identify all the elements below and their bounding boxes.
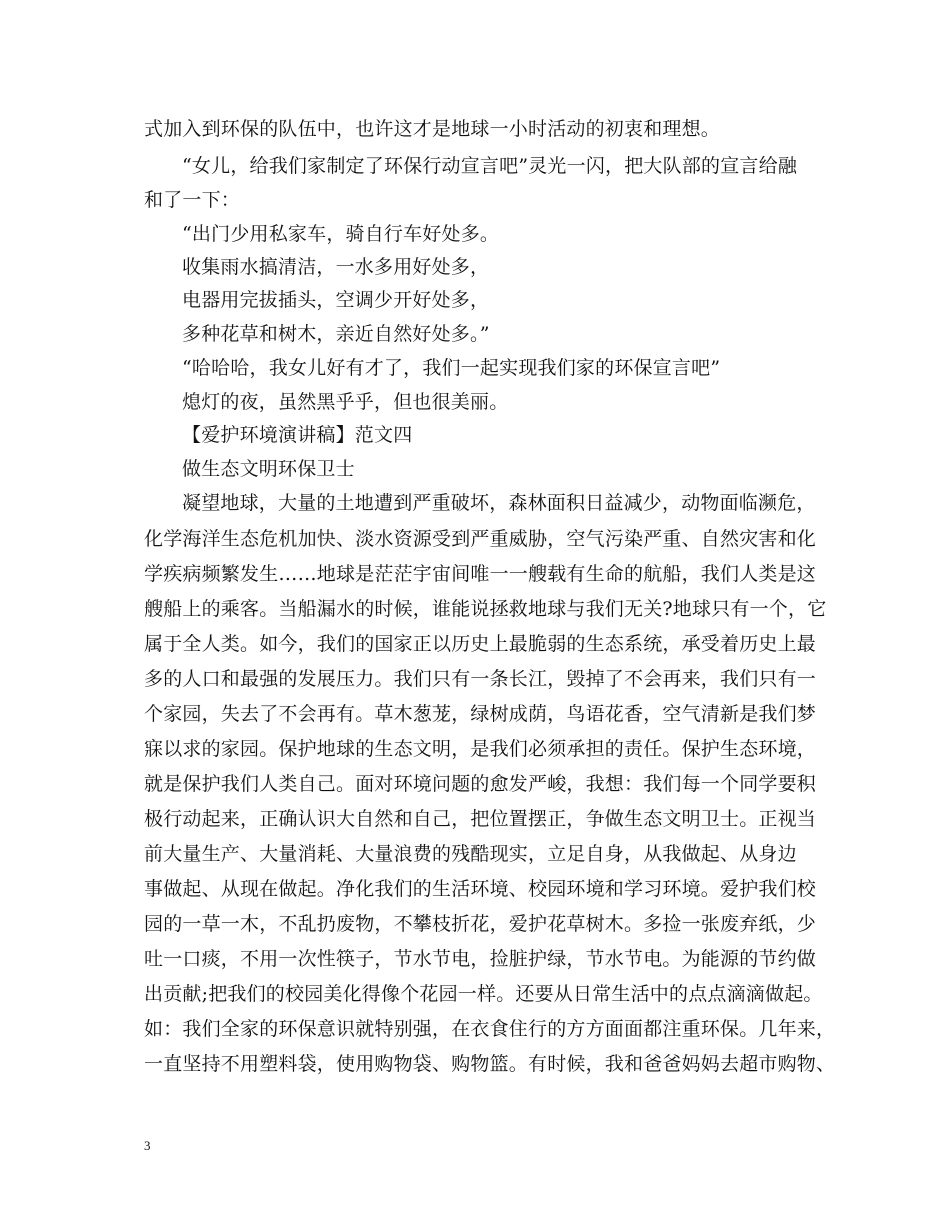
- text-line: 多种花草和树木，亲近自然好处多。”: [182, 323, 490, 345]
- text-line: 属于全人类。如今，我们的国家正以历史上最脆弱的生态系统，承受着历史上最: [144, 633, 817, 655]
- section-heading: 【爱护环境演讲稿】范文四: [182, 424, 413, 446]
- page-number: 3: [144, 1138, 151, 1153]
- text-line: 极行动起来，正确认识大自然和自己，把位置摆正，争做生态文明卫士。正视当: [144, 808, 817, 830]
- text-line: 电器用完拔插头，空调少开好处多，: [182, 289, 490, 311]
- text-line: 和了一下：: [144, 189, 241, 211]
- text-line: 学疾病频繁发生……地球是茫茫宇宙间唯一一艘载有生命的航船，我们人类是这: [144, 563, 817, 585]
- text-line: 就是保护我们人类自己。面对环境问题的愈发严峻，我想：我们每一个同学要积: [144, 773, 817, 795]
- text-line: 艘船上的乘客。当船漏水的时候，谁能说拯救地球与我们无关?地球只有一个，它: [144, 598, 827, 620]
- text-line: 如：我们全家的环保意识就特别强，在衣食住行的方方面面都注重环保。几年来，: [144, 1018, 836, 1040]
- text-line: 事做起、从现在做起。净化我们的生活环境、校园环境和学习环境。爱护我们校: [144, 878, 817, 900]
- text-line: “出门少用私家车，骑自行车好处多。: [182, 223, 500, 245]
- text-line: 熄灯的夜，虽然黑乎乎，但也很美丽。: [182, 391, 509, 413]
- text-line: 式加入到环保的队伍中，也许这才是地球一小时活动的初衷和理想。: [144, 118, 721, 140]
- text-line: “女儿，给我们家制定了环保行动宣言吧”灵光一闪，把大队部的宣言给融: [182, 155, 798, 177]
- text-line: 出贡献;把我们的校园美化得像个花园一样。还要从日常生活中的点点滴滴做起。: [144, 983, 823, 1005]
- text-line: 园的一草一木，不乱扔废物，不攀枝折花，爱护花草树木。多捡一张废弃纸，少: [144, 913, 817, 935]
- text-line: 多的人口和最强的发展压力。我们只有一条长江，毁掉了不会再来，我们只有一: [144, 668, 817, 690]
- text-line: 化学海洋生态危机加快、淡水资源受到严重威胁，空气污染严重、自然灾害和化: [144, 528, 817, 550]
- text-line: 吐一口痰，不用一次性筷子，节水节电，捡脏护绿，节水节电。为能源的节约做: [144, 948, 817, 970]
- text-line: 凝望地球，大量的土地遭到严重破坏，森林面积日益减少，动物面临濒危，: [182, 492, 816, 514]
- text-line: 前大量生产、大量消耗、大量浪费的残酷现实，立足自身，从我做起、从身边: [144, 843, 797, 865]
- text-line: 一直坚持不用塑料袋，使用购物袋、购物篮。有时候，我和爸爸妈妈去超市购物、: [144, 1053, 836, 1075]
- text-line: 收集雨水搞清洁，一水多用好处多，: [182, 256, 490, 278]
- text-line: 个家园，失去了不会再有。草木葱茏，绿树成荫，鸟语花香，空气清新是我们梦: [144, 703, 817, 725]
- text-line: 寐以求的家园。保护地球的生态文明，是我们必须承担的责任。保护生态环境，: [144, 738, 817, 760]
- text-line: “哈哈哈，我女儿好有才了，我们一起实现我们家的环保宣言吧”: [182, 357, 721, 379]
- essay-title: 做生态文明环保卫士: [182, 458, 355, 480]
